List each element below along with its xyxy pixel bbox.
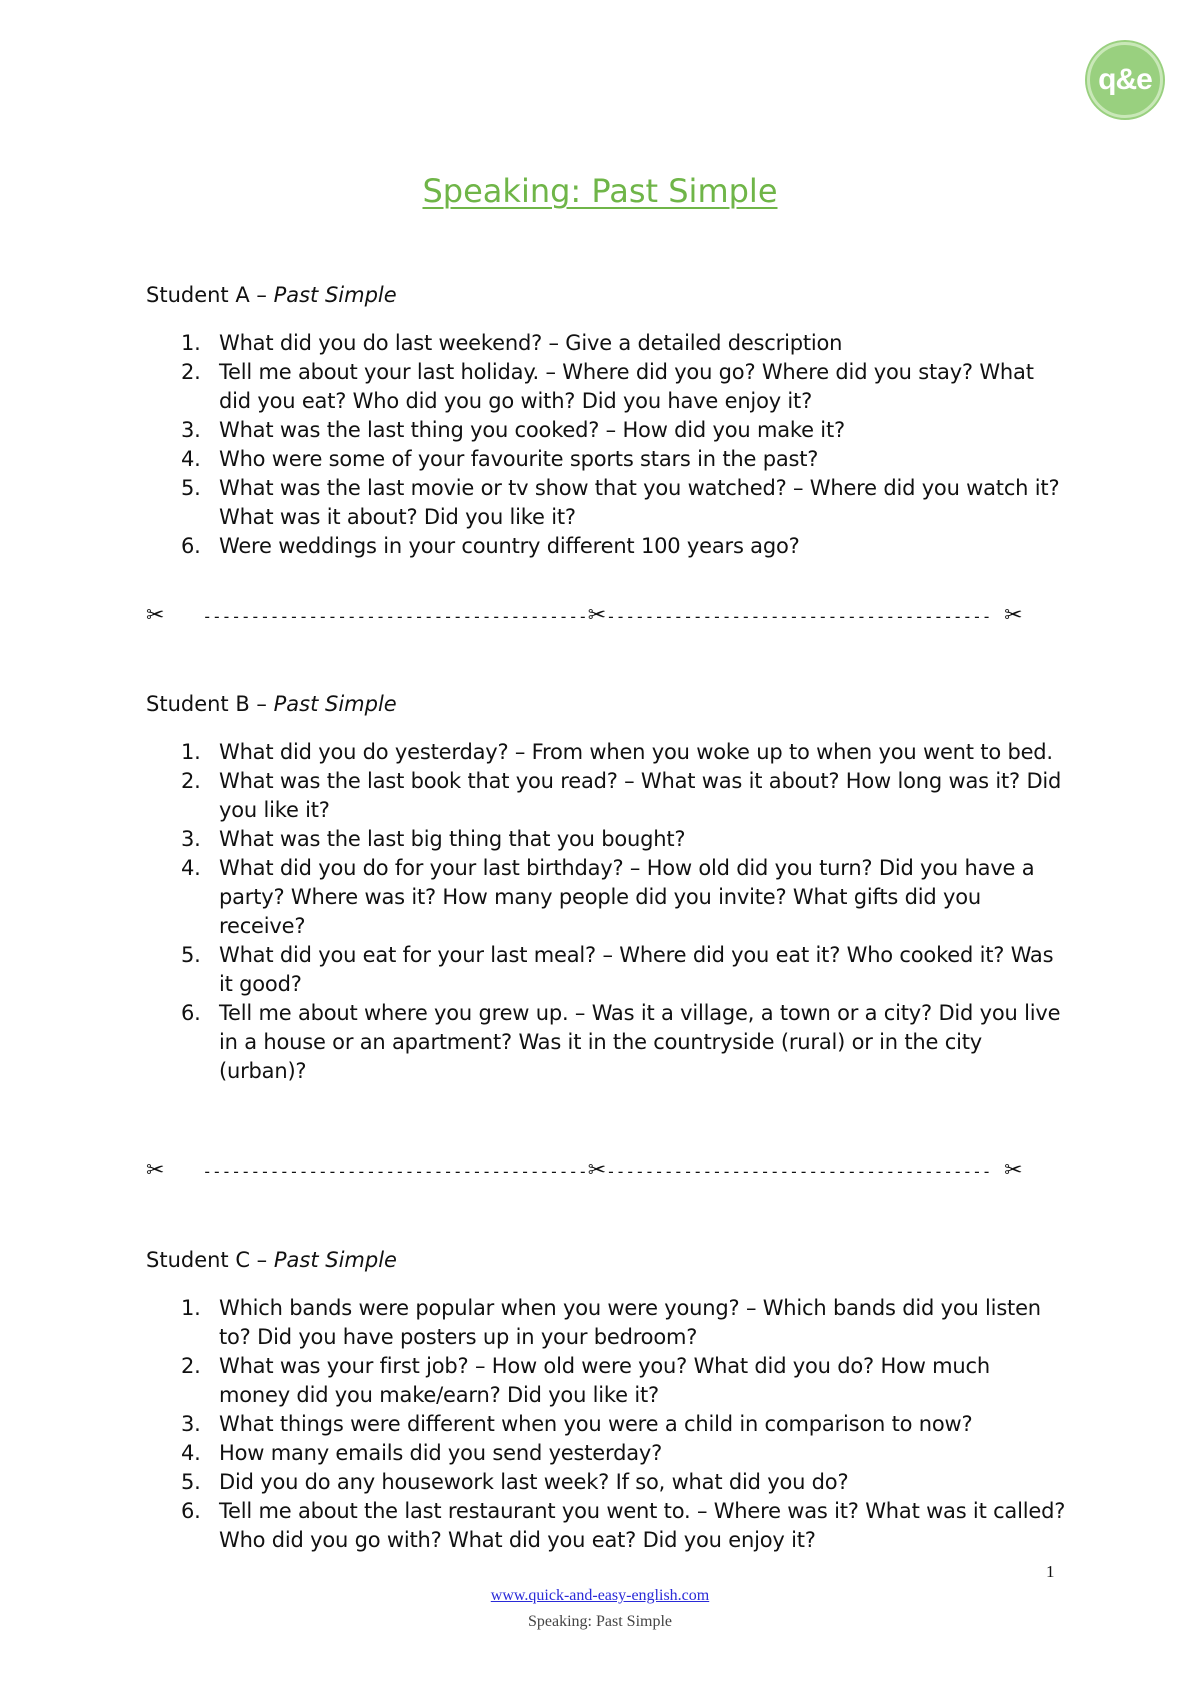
question-item — [146, 445, 1066, 474]
question-number: 1. — [181, 331, 201, 355]
question-text: Were weddings in your country different 100 years ago? — [219, 534, 800, 558]
question-text: What was the last book that you read? – What was it about? How long was it? Did you like it? — [219, 769, 1062, 822]
brand-logo — [1087, 42, 1163, 118]
student-label: Student C – — [146, 1248, 274, 1272]
question-text: What was your first job? – How old were you? What did you do? How much money did you make/earn? Did you like it? — [219, 1354, 990, 1407]
student-c-section — [146, 1245, 1066, 1555]
question-item — [146, 854, 1066, 941]
question-number: 6. — [181, 1499, 201, 1523]
question-item — [146, 358, 1066, 416]
topic-label: Past Simple — [273, 1248, 397, 1272]
question-item — [146, 1497, 1066, 1555]
question-number: 3. — [181, 418, 201, 442]
question-list — [146, 329, 1066, 561]
question-item — [146, 1294, 1066, 1352]
question-text: What was the last movie or tv show that you watched? – Where did you watch it? What was it about? Did you like it? — [219, 476, 1060, 529]
question-text: What did you do last weekend? – Give a detailed description — [219, 331, 843, 355]
question-number: 5. — [181, 943, 201, 967]
question-text: Tell me about where you grew up. – Was it a village, a town or a city? Did you live in a house or an apartment? Was it in the countryside (rural) or in the city (urban)? — [219, 1001, 1061, 1083]
question-number: 2. — [181, 360, 201, 384]
question-item — [146, 1352, 1066, 1410]
student-label: Student B – — [146, 692, 274, 716]
question-text: Tell me about your last holiday. – Where did you go? Where did you stay? What did you eat? Who did you go with? Did you have enjoy it? — [219, 360, 1034, 413]
question-text: Who were some of your favourite sports stars in the past? — [219, 447, 819, 471]
question-text: What did you do for your last birthday? – How old did you turn? Did you have a party? Where was it? How many people did you invite? What gifts did you receive? — [219, 856, 1035, 938]
question-text: Which bands were popular when you were young? – Which bands did you listen to? Did you have posters up in your bedroom? — [219, 1296, 1041, 1349]
question-item — [146, 1410, 1066, 1439]
question-item — [146, 532, 1066, 561]
question-text: What things were different when you were a child in comparison to now? — [219, 1412, 973, 1436]
topic-label: Past Simple — [273, 283, 397, 307]
question-item — [146, 941, 1066, 999]
topic-label: Past Simple — [273, 692, 397, 716]
question-text: Did you do any housework last week? If so, what did you do? — [219, 1470, 849, 1494]
question-number: 3. — [181, 827, 201, 851]
question-item — [146, 1468, 1066, 1497]
question-number: 2. — [181, 769, 201, 793]
scissors-icon: ✂ — [1004, 1158, 1023, 1183]
question-number: 6. — [181, 534, 201, 558]
cut-line-2 — [146, 1155, 1046, 1185]
question-list — [146, 1294, 1066, 1555]
scissors-icon: ✂ — [146, 603, 165, 628]
question-number: 6. — [181, 1001, 201, 1025]
question-text: Tell me about the last restaurant you went to. – Where was it? What was it called? Who did you go with? What did you eat? Did you enjoy it? — [219, 1499, 1066, 1552]
question-number: 1. — [181, 1296, 201, 1320]
question-item — [146, 474, 1066, 532]
question-number: 5. — [181, 476, 201, 500]
student-a-section — [146, 280, 1066, 561]
question-item — [146, 416, 1066, 445]
scissors-icon: ✂ — [1004, 603, 1023, 628]
question-item — [146, 767, 1066, 825]
cut-line-1 — [146, 600, 1046, 630]
logo-text: q&e — [1098, 63, 1152, 96]
scissors-icon: ✂ — [587, 1158, 607, 1183]
student-label: Student A – — [146, 283, 274, 307]
question-number: 4. — [181, 1441, 201, 1465]
question-list — [146, 738, 1066, 1086]
section-heading — [146, 1245, 1066, 1275]
question-number: 5. — [181, 1470, 201, 1494]
question-text: What was the last thing you cooked? – How did you make it? — [219, 418, 845, 442]
question-number: 4. — [181, 856, 201, 880]
student-b-section — [146, 689, 1066, 1086]
question-item — [146, 999, 1066, 1086]
question-number: 4. — [181, 447, 201, 471]
question-item — [146, 825, 1066, 854]
dashed-line: ----------------------------------------✂---------------------------------------- — [202, 1158, 992, 1183]
page-number: 1 — [1046, 1562, 1055, 1581]
page-title: Speaking: Past Simple — [422, 172, 778, 210]
question-item — [146, 738, 1066, 767]
question-text: How many emails did you send yesterday? — [219, 1441, 663, 1465]
question-text: What did you eat for your last meal? – Where did you eat it? Who cooked it? Was it good? — [219, 943, 1054, 996]
dashed-line: ----------------------------------------✂---------------------------------------- — [202, 603, 992, 628]
scissors-icon: ✂ — [587, 603, 607, 628]
question-number: 1. — [181, 740, 201, 764]
question-item — [146, 329, 1066, 358]
question-number: 3. — [181, 1412, 201, 1436]
section-heading — [146, 280, 1066, 310]
question-number: 2. — [181, 1354, 201, 1378]
question-text: What did you do yesterday? – From when you woke up to when you went to bed. — [219, 740, 1053, 764]
section-heading — [146, 689, 1066, 719]
footer-subtitle: Speaking: Past Simple — [528, 1613, 672, 1630]
scissors-icon: ✂ — [146, 1158, 165, 1183]
question-item — [146, 1439, 1066, 1468]
website-link[interactable]: www.quick-and-easy-english.com — [490, 1587, 710, 1604]
question-text: What was the last big thing that you bought? — [219, 827, 686, 851]
